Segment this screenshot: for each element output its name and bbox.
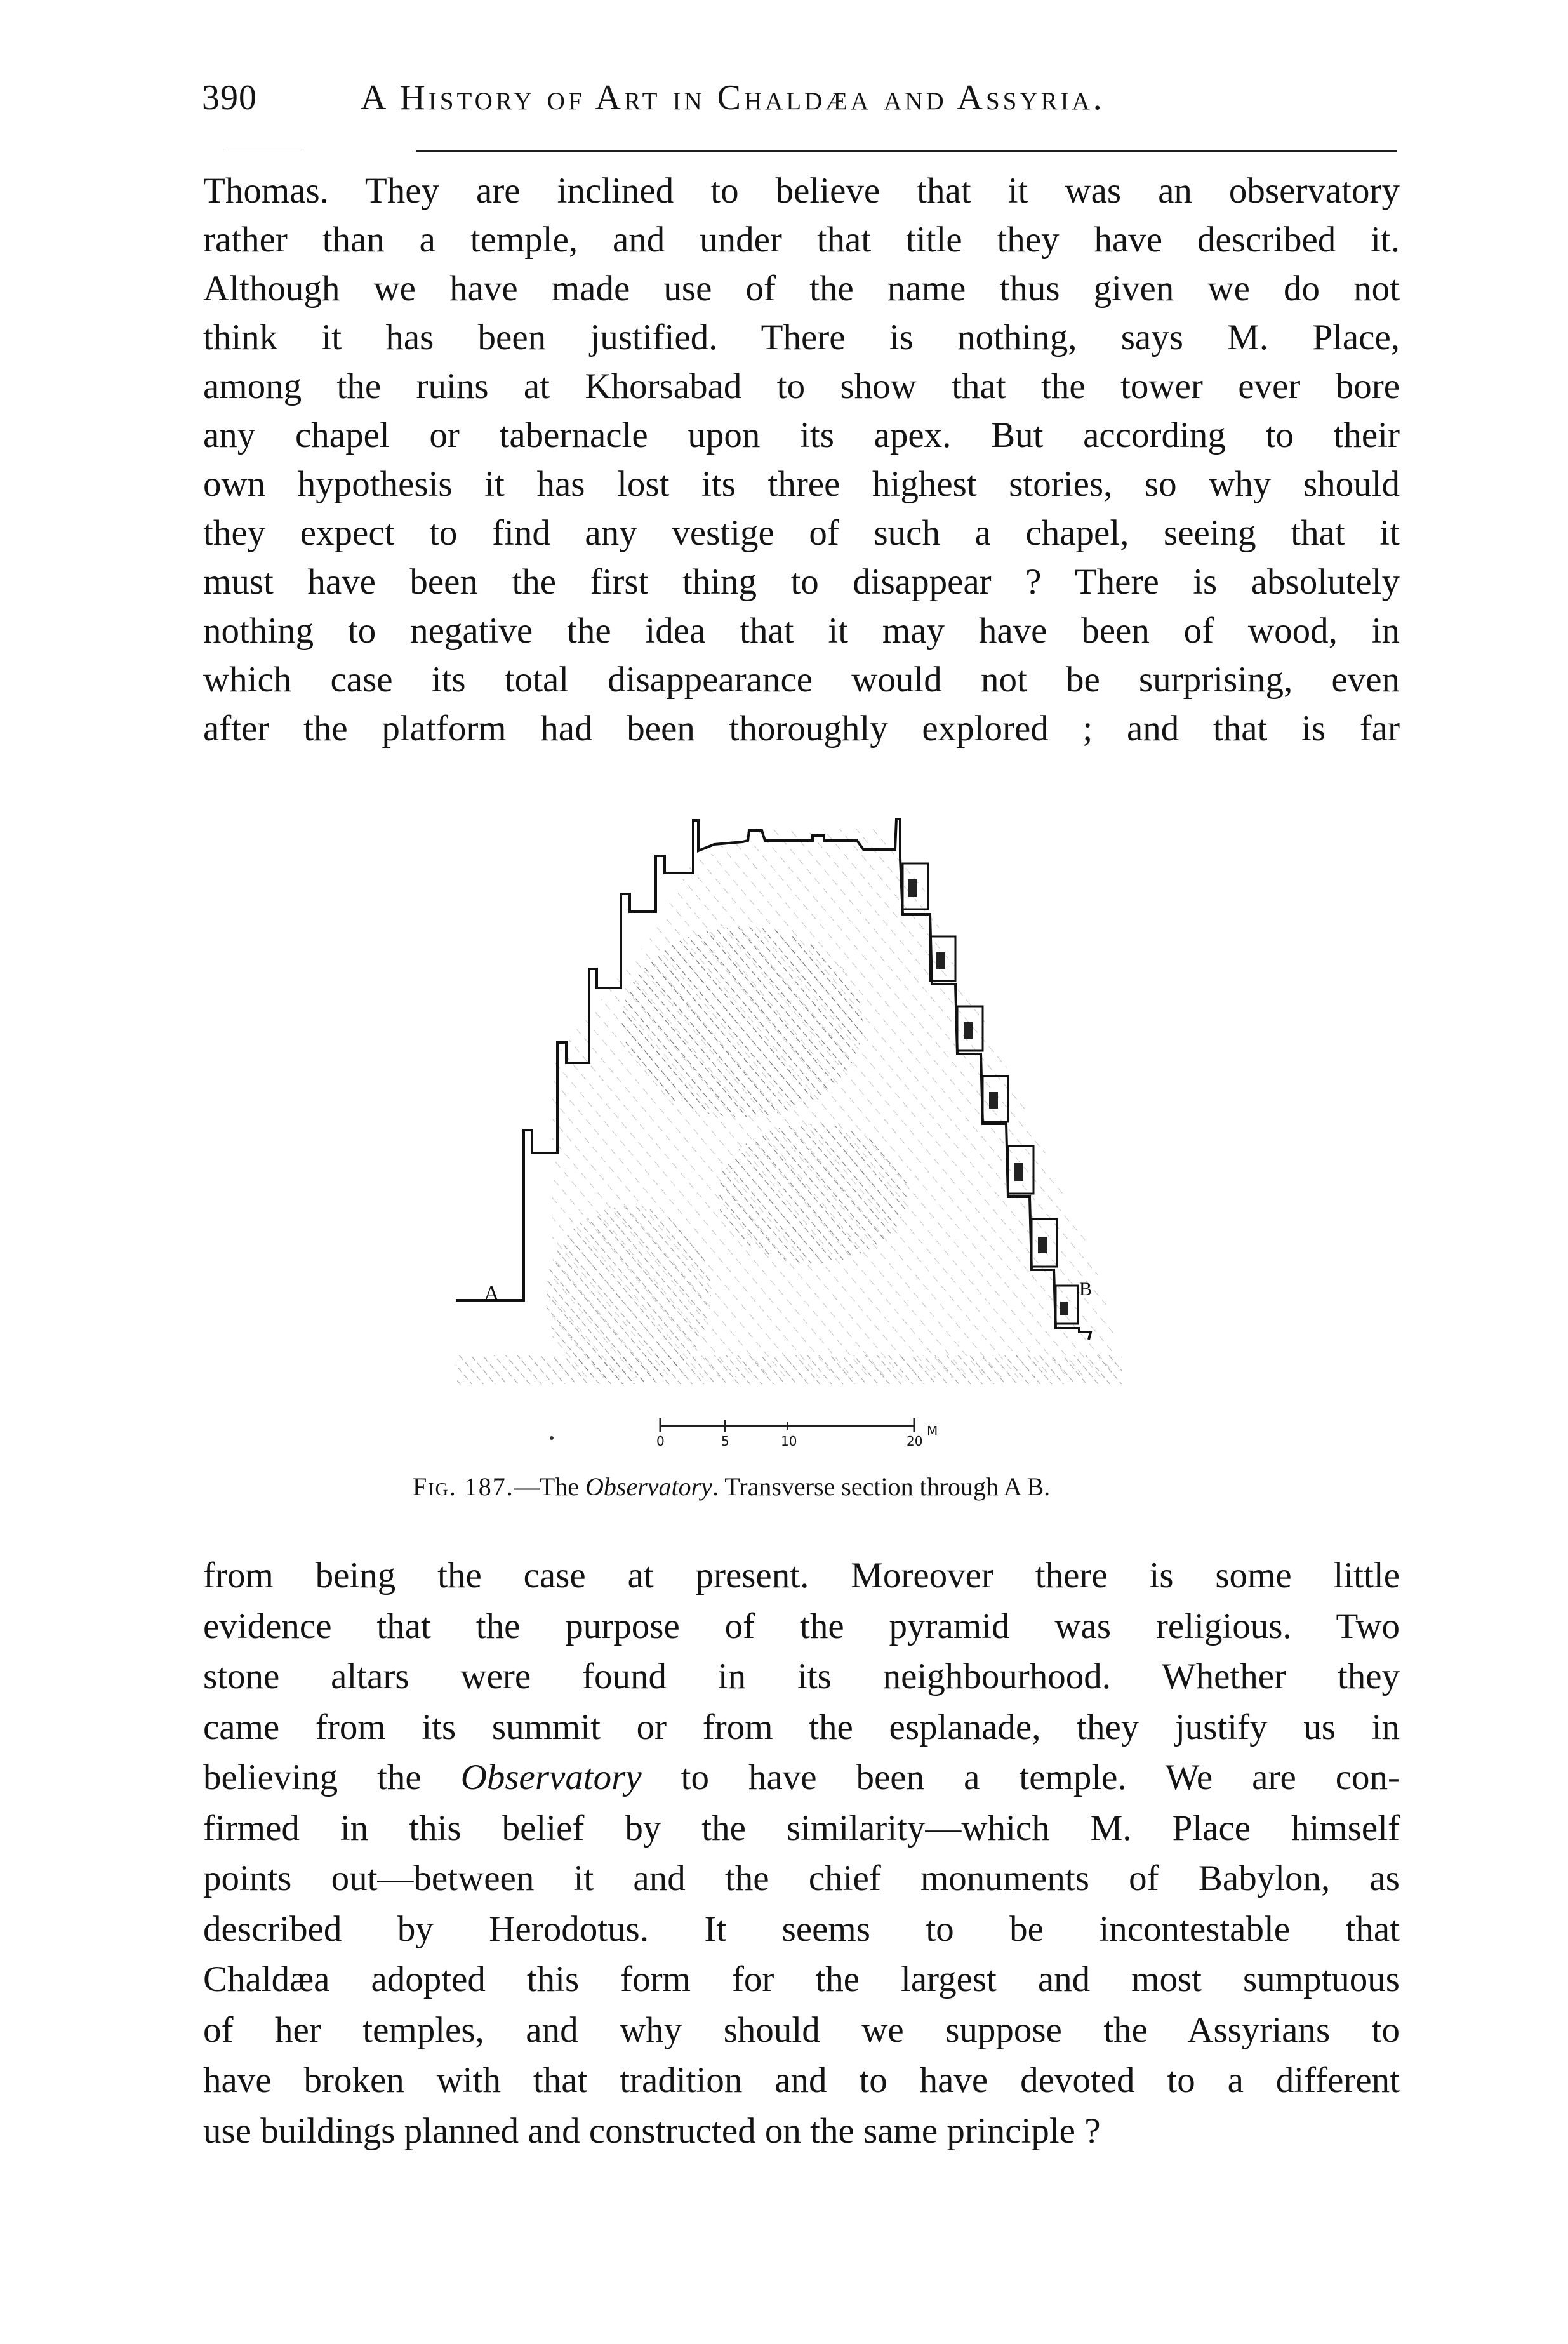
text-line: Thomas. They are inclined to believe that it was an observatory — [203, 171, 1400, 211]
paragraph-bottom — [203, 1550, 1400, 2156]
text-line: of her temples, and why should we suppose the Assyrians to — [203, 2009, 1400, 2050]
text-line: Although we have made use of the name thus given we do not — [203, 269, 1400, 309]
text-line: points out—between it and the chief monuments of Babylon, as — [203, 1858, 1400, 1898]
scale-tick-5: 5 — [721, 1434, 729, 1449]
italic-term: Observatory — [460, 1757, 642, 1797]
text-line: they expect to find any vestige of such a chapel, seeing that it — [203, 513, 1400, 553]
caption-dash: —The — [514, 1472, 585, 1501]
scale-tick-0: 0 — [656, 1434, 665, 1449]
stray-dot — [550, 1436, 554, 1440]
text-line: came from its summit or from the esplanade, they justify us in — [203, 1707, 1400, 1747]
figure-number: Fig. 187. — [413, 1472, 514, 1501]
label-a: A — [484, 1282, 500, 1305]
scale-tick-10: 10 — [781, 1434, 797, 1449]
text-line — [203, 1752, 1400, 1803]
paragraph-top — [203, 166, 1400, 753]
text-line: evidence that the purpose of the pyramid was religious. Two — [203, 1606, 1400, 1646]
text-line: after the platform had been thoroughly explored ; and that is far — [203, 709, 1400, 749]
text-line: Chaldæa adopted this form for the largest and most sumptuous — [203, 1959, 1400, 1999]
text-line: any chapel or tabernacle upon its apex. But according to their — [203, 415, 1400, 455]
text-line: among the ruins at Khorsabad to show that the tower ever bore — [203, 366, 1400, 406]
scale-bar — [654, 1415, 946, 1459]
figure-observatory-section — [444, 813, 1143, 1384]
scale-unit: M — [927, 1423, 938, 1439]
text-line: firmed in this belief by the similarity—which M. Place himself — [203, 1808, 1400, 1848]
text-line: stone altars were found in its neighbourhood. Whether they — [203, 1656, 1400, 1696]
caption-rest: . Transverse section through A B. — [712, 1472, 1051, 1501]
scale-tick-20: 20 — [907, 1434, 923, 1449]
text-line: must have been the first thing to disappear ? There is absolutely — [203, 562, 1400, 602]
label-b: B — [1079, 1279, 1093, 1300]
text-line: have broken with that tradition and to have devoted to a different — [203, 2060, 1400, 2100]
text-line: from being the case at present. Moreover there is some little — [203, 1555, 1400, 1595]
text-segment: to have been a temple. We are con- — [641, 1757, 1400, 1797]
page-number: 390 — [202, 78, 257, 117]
caption-italic-title: Observatory — [585, 1472, 712, 1501]
text-line: nothing to negative the idea that it may have been of wood, in — [203, 611, 1400, 651]
text-segment: believing the — [203, 1757, 461, 1797]
scale-bar-line — [654, 1415, 946, 1440]
text-line: rather than a temple, and under that title they have described it. — [203, 220, 1400, 260]
figure-caption — [413, 1472, 1050, 1502]
text-line: use buildings planned and constructed on the same principle ? — [203, 2110, 1101, 2151]
text-line: described by Herodotus. It seems to be incontestable that — [203, 1908, 1400, 1949]
pyramid-section-drawing — [444, 813, 1143, 1384]
text-line: own hypothesis it has lost its three highest stories, so why should — [203, 464, 1400, 504]
text-line: think it has been justified. There is nothing, says M. Place, — [203, 317, 1400, 357]
header-rule — [416, 150, 1397, 152]
text-line: which case its total disappearance would not be surprising, even — [203, 660, 1400, 700]
running-title: A History of Art in Chaldæa and Assyria. — [361, 78, 1105, 117]
